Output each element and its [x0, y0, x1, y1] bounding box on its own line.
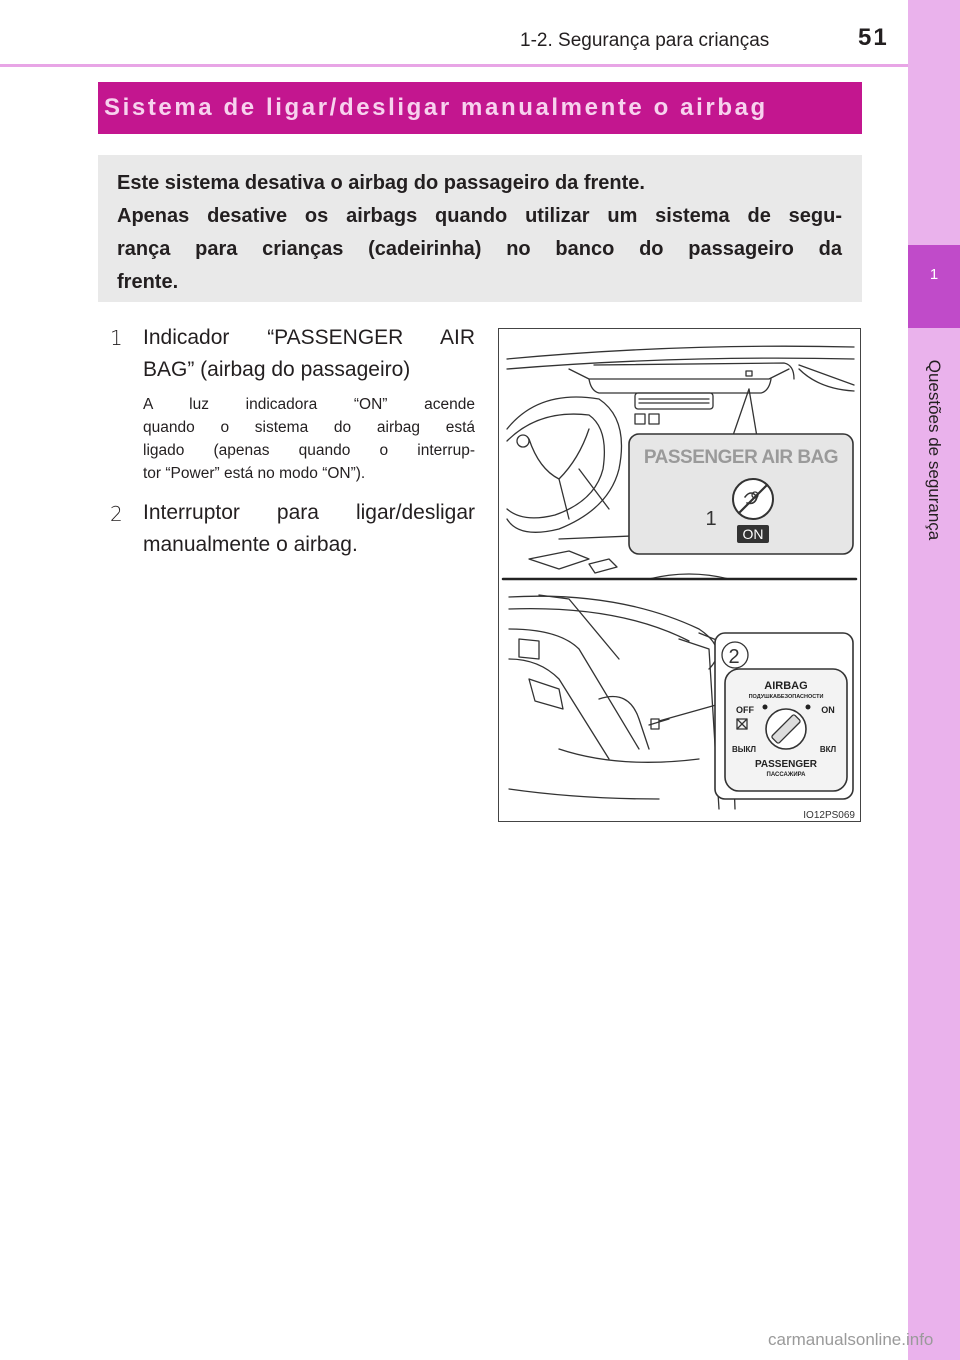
- callout-1: 1: [705, 508, 717, 530]
- switch-passenger: PASSENGER: [754, 759, 818, 770]
- switch-title: AIRBAG: [764, 680, 808, 692]
- glovebox-drawing: [509, 595, 735, 809]
- switch-passenger-ru: ПАССАЖИРА: [766, 772, 806, 778]
- indicator-panel-text: PASSENGER AIR BAG: [643, 447, 839, 468]
- item-1-title-line: BAG” (airbag do passageiro): [143, 358, 411, 381]
- intro-line: Este sistema desativa o airbag do passageiro da frente.: [117, 172, 645, 194]
- item-2-title-line: manualmente o airbag.: [143, 533, 358, 556]
- watermark[interactable]: carmanualsonline.info: [768, 1330, 934, 1349]
- side-tab: [908, 0, 960, 1360]
- item-number-1: 1: [110, 326, 123, 350]
- item-1-desc-line: tor “Power” está no modo “ON”).: [143, 465, 366, 482]
- intro-line: Apenas desative os airbags quando utilizar um sistema de segu-: [117, 205, 842, 227]
- item-1-desc-line: ligado (apenas quando o interrup-: [143, 442, 475, 459]
- side-tab-chapter-number[interactable]: 1: [908, 245, 960, 328]
- item-1-title-line: Indicador “PASSENGER AIR: [143, 326, 475, 349]
- switch-on-label: ON: [821, 705, 835, 715]
- switch-off-label: OFF: [736, 705, 754, 715]
- figure-illustration: [498, 328, 861, 822]
- switch-off-ru: ВЫКЛ: [731, 745, 757, 754]
- switch-on-ru: ВКЛ: [819, 745, 837, 754]
- chapter-title: 1-2. Segurança para crianças: [520, 30, 770, 51]
- page-number: 51: [858, 24, 889, 51]
- item-2-title: [143, 497, 475, 561]
- item-1-title: [143, 322, 475, 386]
- item-2-title-line: Interruptor para ligar/desligar: [143, 501, 475, 524]
- side-tab-label: Questões de segurança: [925, 359, 944, 541]
- item-number-2: 2: [110, 502, 123, 526]
- switch-title-ru: ПОДУШКАБЕЗОПАСНОСТИ: [748, 694, 824, 700]
- indicator-panel: [629, 434, 853, 554]
- figure-code: IO12PS069: [803, 810, 855, 821]
- intro-line: rança para crianças (cadeirinha) no banco do passageiro da: [117, 238, 842, 260]
- indicator-on-text: ON: [742, 526, 764, 542]
- section-title: Sistema de ligar/desligar manualmente o airbag: [98, 82, 862, 134]
- switch-panel: [715, 633, 853, 799]
- intro-box: [98, 155, 862, 302]
- item-1-description: [143, 393, 475, 485]
- item-1-desc-line: quando o sistema do airbag está: [143, 419, 475, 436]
- callout-2: 2: [728, 646, 740, 668]
- header-divider: [0, 64, 908, 67]
- intro-line: frente.: [117, 271, 179, 293]
- item-1-desc-line: A luz indicadora “ON” acende: [143, 396, 475, 413]
